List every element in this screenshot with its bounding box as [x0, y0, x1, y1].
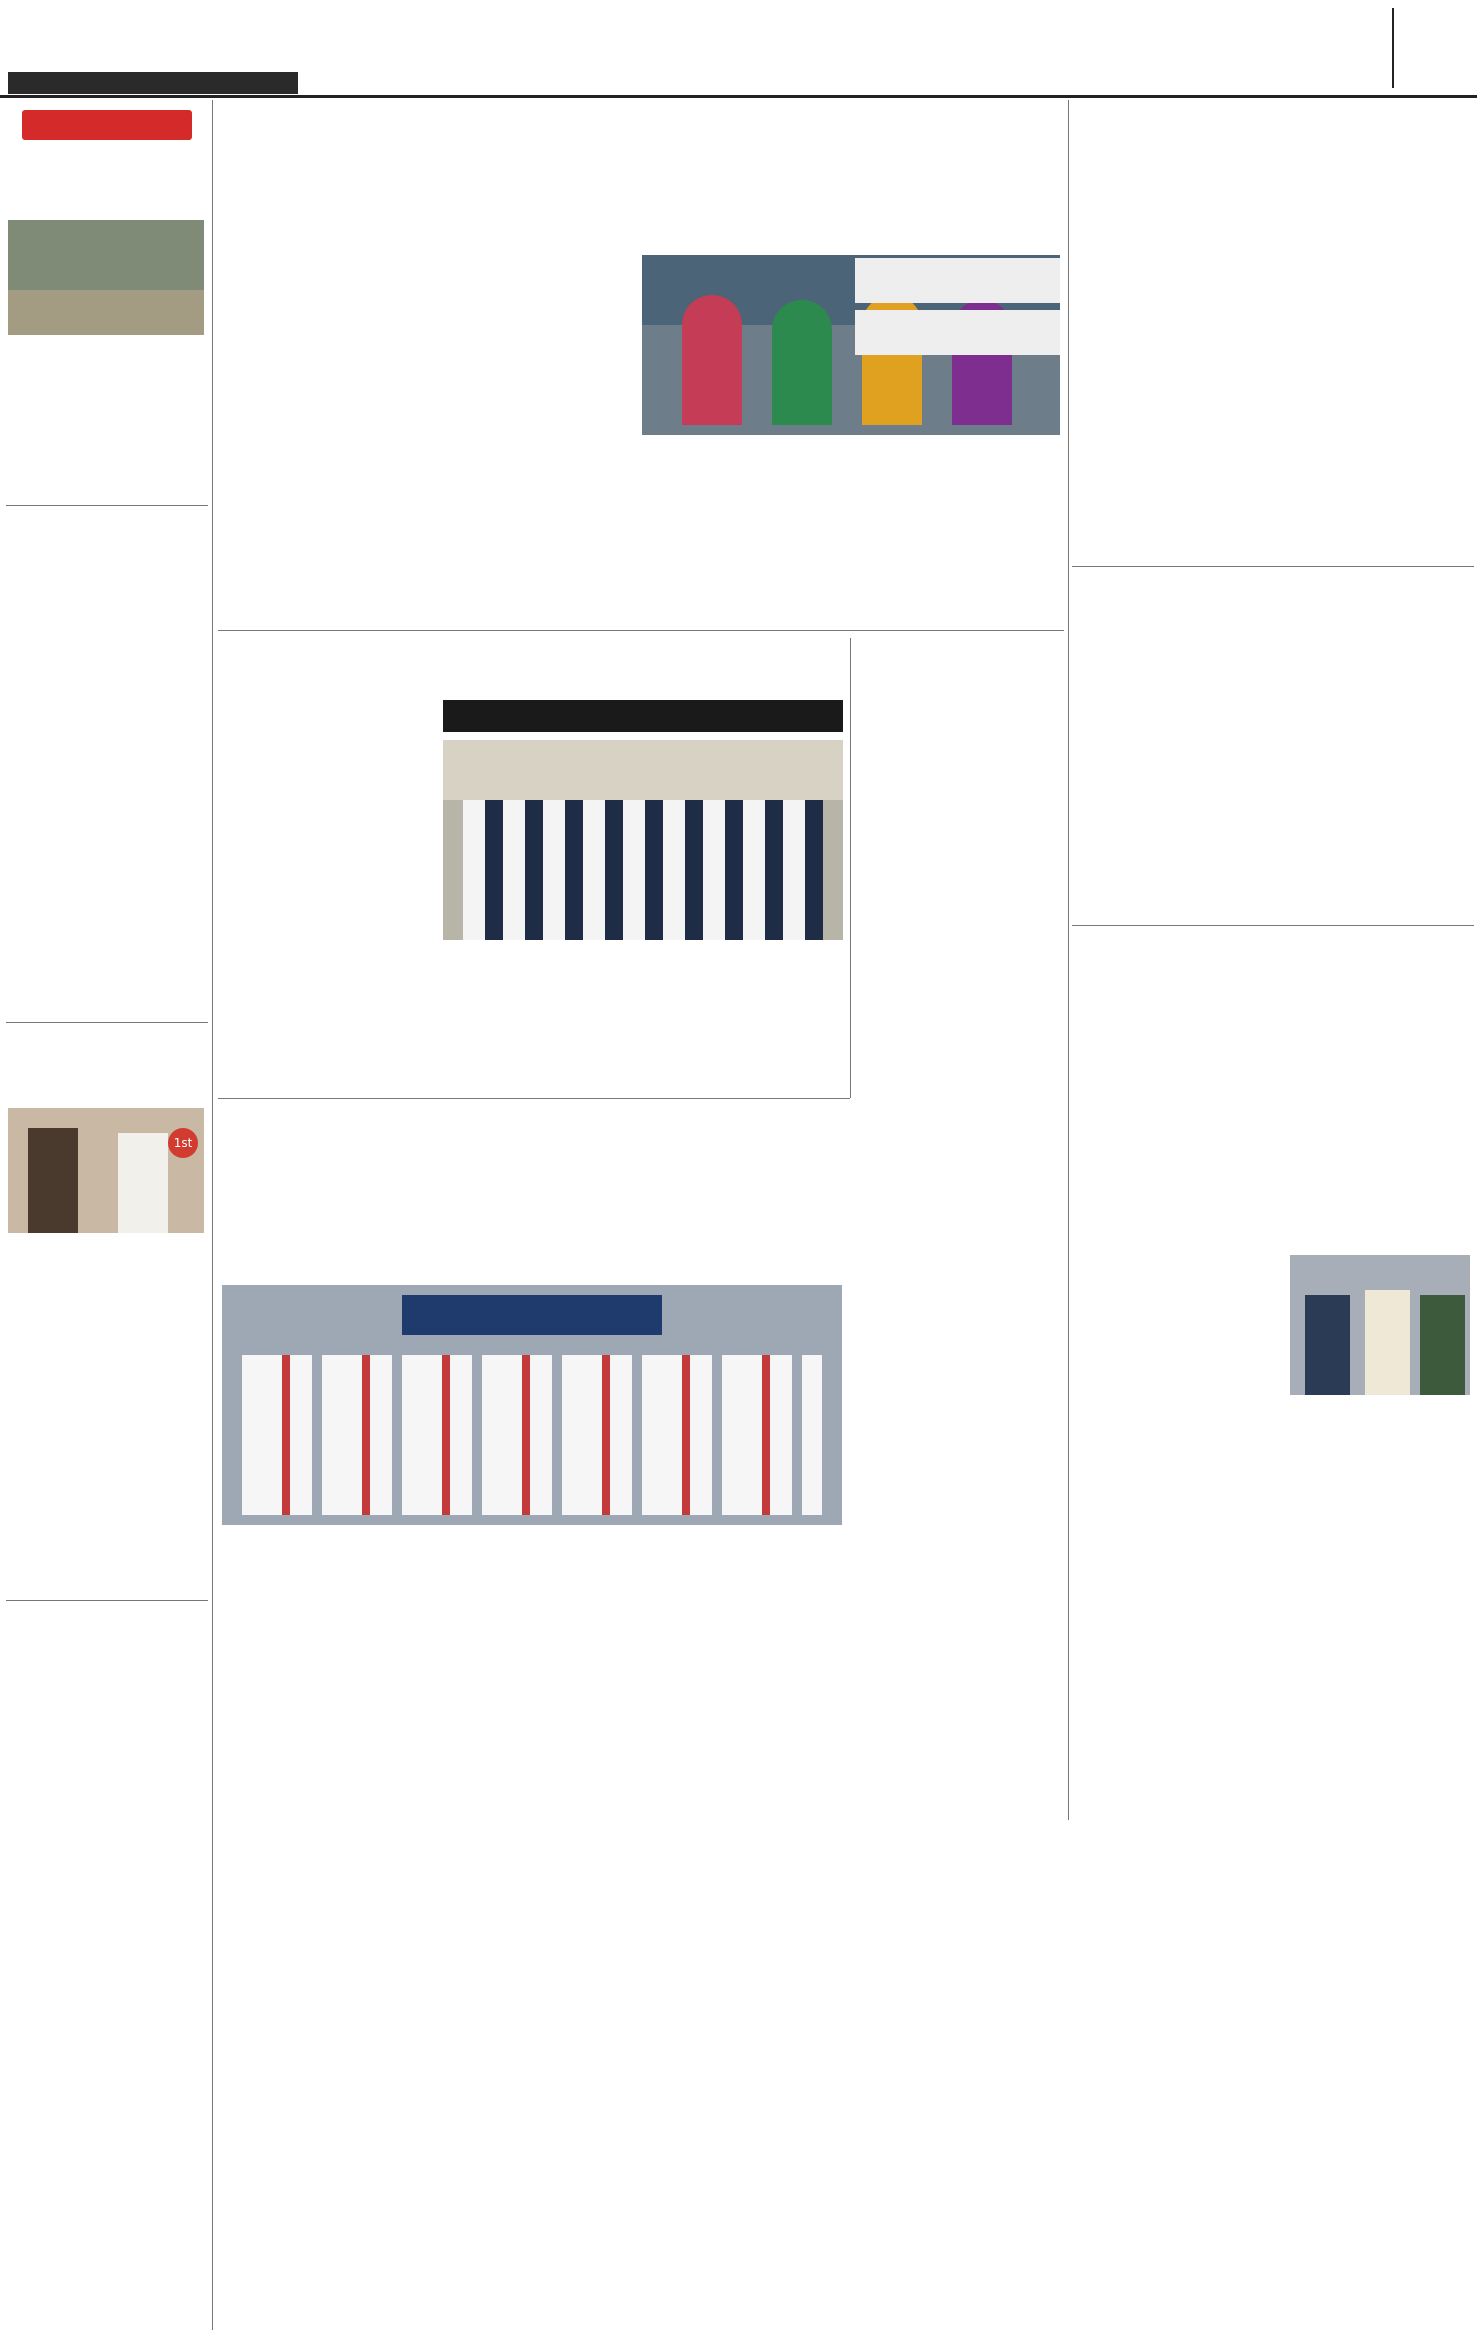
- karate-dateline: [232, 1162, 432, 1180]
- divider: [6, 1600, 208, 1601]
- column-divider: [1068, 100, 1069, 1820]
- unity-camp-body: [1076, 1024, 1471, 1254]
- brief-headline[interactable]: [8, 512, 208, 584]
- karate-headline[interactable]: [222, 1106, 847, 1158]
- briefs-tag: [22, 110, 192, 140]
- athletics-headline[interactable]: [222, 638, 842, 696]
- divider: [1072, 566, 1474, 567]
- column-divider: [212, 100, 213, 2330]
- unity-camp-body-3: [1076, 1400, 1471, 1810]
- divider: [6, 1022, 208, 1023]
- bike-headline[interactable]: [1076, 572, 1471, 606]
- football-body: [1076, 204, 1471, 564]
- award-photo: [8, 1108, 204, 1233]
- athletics-body: [222, 720, 437, 1050]
- lead-body-2: [855, 458, 1060, 623]
- lead-dateline: [232, 258, 432, 276]
- karate-photo: [222, 1285, 842, 1525]
- section-divider: [1392, 8, 1394, 88]
- unity-camp-body-2: [1076, 1258, 1284, 1398]
- bike-dateline: [1200, 610, 1470, 628]
- brief-headline[interactable]: [8, 1608, 208, 1680]
- brief-body: [8, 1688, 206, 2318]
- athletics-banner: [443, 700, 843, 732]
- brief-photo: [8, 220, 204, 335]
- unity-camp-dateline: [1230, 1003, 1470, 1021]
- brief-body: [8, 590, 206, 815]
- brief-body: [8, 340, 206, 500]
- karate-body: [222, 1182, 842, 1280]
- football-headline[interactable]: [1076, 110, 1471, 180]
- lead-highlight: [855, 310, 1060, 355]
- karate-banner-text: [402, 1295, 662, 1335]
- lead-body: [222, 278, 642, 623]
- lead-headline[interactable]: [222, 118, 1062, 198]
- athletics-caption: [648, 946, 843, 1101]
- brief-headline[interactable]: [8, 1030, 208, 1104]
- bike-body: [1076, 630, 1471, 925]
- football-dateline: [1180, 184, 1460, 202]
- karate-caption: [222, 1530, 842, 1548]
- column-divider: [850, 638, 851, 1098]
- athletics-body-2: [443, 946, 638, 1101]
- edition-dateline: [8, 72, 298, 94]
- divider: [218, 1098, 850, 1099]
- badge-icon: 1st: [168, 1128, 198, 1158]
- divider: [6, 505, 208, 506]
- lead-highlight: [855, 258, 1060, 303]
- athletics-photo: [443, 740, 843, 940]
- athletics-dateline: [232, 700, 432, 718]
- divider: [1072, 925, 1474, 926]
- unity-camp-headline[interactable]: [1076, 930, 1471, 1000]
- masthead: [0, 0, 1477, 98]
- divider: [218, 630, 1064, 631]
- brief-headline[interactable]: [8, 146, 208, 216]
- lead-body-3: [642, 458, 847, 623]
- brief-body: [8, 1240, 206, 1570]
- lead-caption: [642, 438, 1060, 456]
- unity-camp-photo: [1290, 1255, 1470, 1395]
